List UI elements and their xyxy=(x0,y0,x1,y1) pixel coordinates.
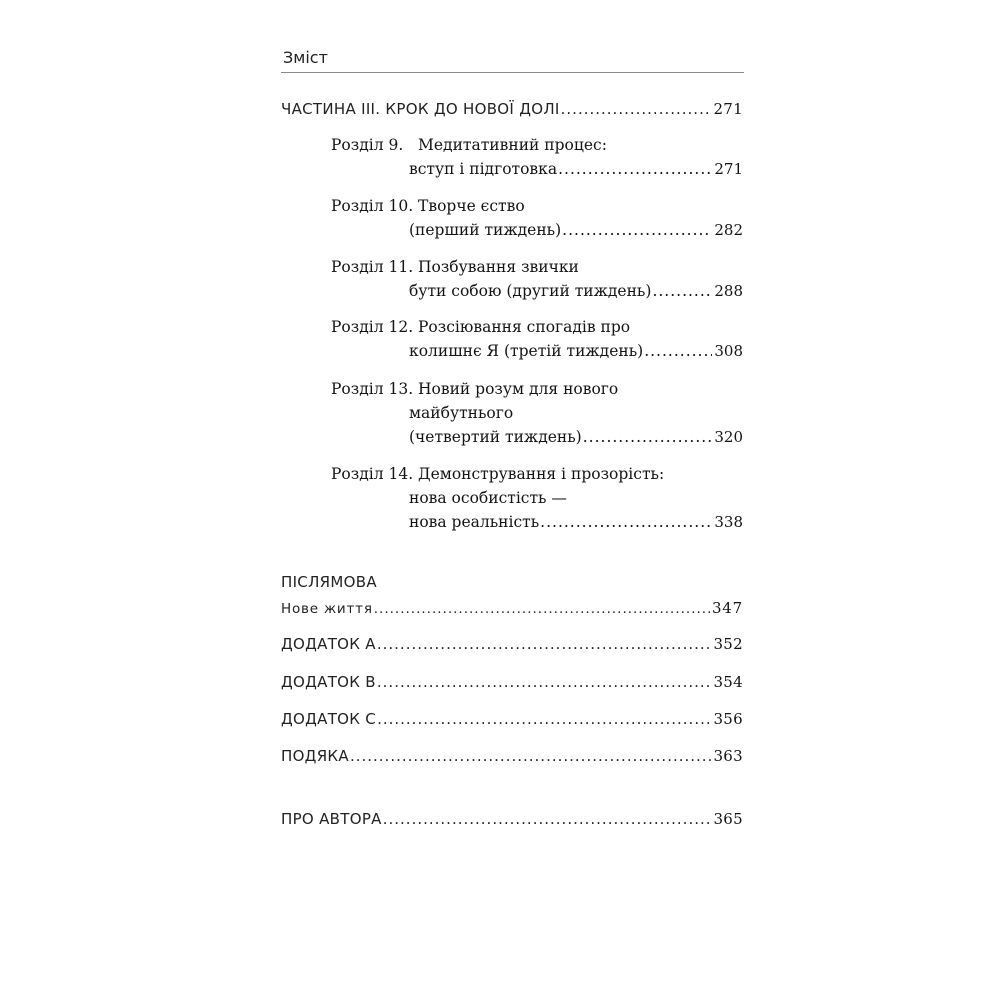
chapter-11-label: Розділ 11. xyxy=(331,258,414,276)
chapter-13-title-line-1: Новий розум для нового xyxy=(418,380,619,398)
dot-leader xyxy=(377,673,712,691)
dot-leader xyxy=(583,428,713,446)
toc-entry-title: ЧАСТИНА III. КРОК ДО НОВОЇ ДОЛІ xyxy=(281,100,560,118)
toc-entry-appendix-c[interactable] xyxy=(281,710,743,728)
page-number: 320 xyxy=(714,428,743,446)
chapter-12-label: Розділ 12. xyxy=(331,318,414,336)
chapter-12-title-line-1: Розсіювання спогадів про xyxy=(418,318,631,336)
dot-leader xyxy=(652,282,712,300)
chapter-14-label: Розділ 14. xyxy=(331,465,414,483)
afterword-heading: ПІСЛЯМОВА xyxy=(281,573,377,591)
toc-entry-title: ПРО АВТОРА xyxy=(281,810,382,828)
toc-entry-chapter-9[interactable] xyxy=(409,160,743,178)
toc-entry-chapter-12[interactable] xyxy=(409,342,743,360)
chapter-11-title-line-1: Позбування звички xyxy=(418,258,579,276)
chapter-9-label: Розділ 9. xyxy=(331,136,404,154)
toc-entry-chapter-13[interactable] xyxy=(409,428,743,446)
toc-entry-chapter-10[interactable] xyxy=(409,221,743,239)
dot-leader xyxy=(350,747,712,765)
chapter-13-title-line-2: майбутнього xyxy=(409,404,514,422)
toc-entry-chapter-11[interactable] xyxy=(409,282,743,300)
page-number: 363 xyxy=(713,747,743,765)
toc-entry-about-author[interactable] xyxy=(281,810,743,828)
dot-leader xyxy=(644,342,712,360)
toc-entry-appendix-b[interactable] xyxy=(281,673,743,691)
dot-leader xyxy=(377,710,711,728)
page-number: 271 xyxy=(714,160,743,178)
toc-entry-part3[interactable] xyxy=(281,100,743,118)
toc-entry-afterword[interactable] xyxy=(281,599,743,617)
toc-entry-title: ДОДАТОК С xyxy=(281,710,377,728)
chapter-10-title-line-1: Творче єство xyxy=(418,197,525,215)
header-divider xyxy=(281,72,744,73)
page-number: 308 xyxy=(714,342,743,360)
chapter-9-title-line-1: Медитативний процес: xyxy=(418,136,607,154)
toc-entry-appendix-a[interactable] xyxy=(281,635,743,653)
toc-entry-title: ДОДАТОК В xyxy=(281,673,376,691)
page-number: 356 xyxy=(713,710,743,728)
dot-leader xyxy=(377,635,712,653)
toc-entry-title: ПОДЯКА xyxy=(281,747,349,765)
chapter-10-label: Розділ 10. xyxy=(331,197,414,215)
toc-entry-chapter-14[interactable] xyxy=(409,513,743,531)
page-number: 288 xyxy=(714,282,743,300)
page-number: 347 xyxy=(711,599,743,617)
chapter-11-title-line-2: бути собою (другий тиждень) xyxy=(409,282,652,300)
page-number: 365 xyxy=(713,810,743,828)
chapter-13-title-line-3: (четвертий тиждень) xyxy=(409,428,582,446)
page-number: 352 xyxy=(713,635,743,653)
chapter-12-title-line-2: колишнє Я (третій тиждень) xyxy=(409,342,644,360)
dot-leader xyxy=(383,810,712,828)
chapter-13-label: Розділ 13. xyxy=(331,380,414,398)
chapter-10-title-line-2: (перший тиждень) xyxy=(409,221,562,239)
dot-leader xyxy=(558,160,712,178)
dot-leader xyxy=(561,100,712,118)
page-number: 354 xyxy=(713,673,743,691)
page-number: 282 xyxy=(714,221,743,239)
chapter-9-title-line-2: вступ і підготовка xyxy=(409,160,558,178)
toc-entry-acknowledgements[interactable] xyxy=(281,747,743,765)
dot-leader xyxy=(374,601,710,617)
chapter-14-title-line-1: Демонстрування і прозорість: xyxy=(418,465,665,483)
running-header: Зміст xyxy=(283,48,328,67)
dot-leader xyxy=(562,221,712,239)
dot-leader xyxy=(540,513,712,531)
toc-entry-title: ДОДАТОК А xyxy=(281,635,376,653)
chapter-14-title-line-2: нова особистість — xyxy=(409,489,567,507)
chapter-14-title-line-3: нова реальність xyxy=(409,513,540,531)
page-number: 338 xyxy=(714,513,743,531)
page-number: 271 xyxy=(713,100,743,118)
afterword-subtitle: Нове життя xyxy=(281,601,373,617)
